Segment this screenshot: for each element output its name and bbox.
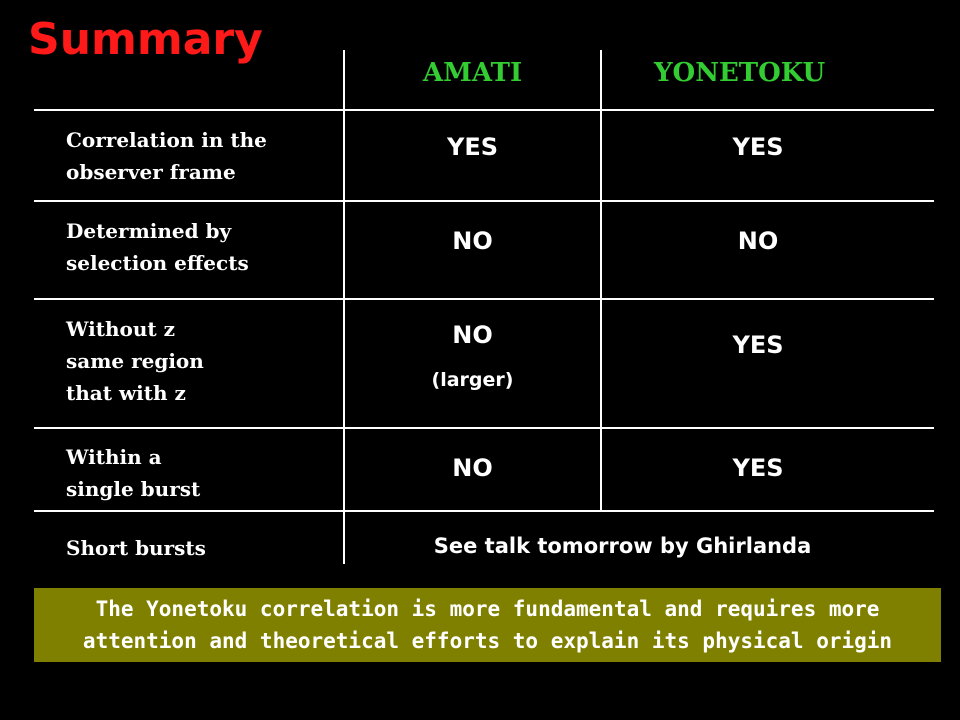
cell-merged-short-bursts: See talk tomorrow by Ghirlanda — [433, 534, 812, 558]
cell-yonetoku-selection: NO — [737, 227, 779, 255]
row-label-line: Correlation in the — [66, 128, 267, 152]
cell-amati-selection: NO — [452, 227, 493, 255]
row-label-line: observer frame — [66, 160, 236, 184]
note-line: The Yonetoku correlation is more fundamental and requires more — [95, 597, 880, 621]
row-label-single-burst — [66, 441, 200, 505]
cell-yonetoku-correlation: YES — [732, 133, 784, 161]
slide-title: Summary — [28, 14, 263, 65]
row-label-line: Determined by — [66, 219, 232, 243]
column-divider-left — [343, 50, 345, 564]
cell-amati-correlation: YES — [446, 133, 499, 161]
cell-yonetoku-without-z: YES — [732, 331, 784, 359]
column-divider-middle — [600, 50, 602, 512]
row-divider — [34, 298, 934, 300]
row-label-line: Without z — [66, 317, 175, 341]
row-divider — [34, 109, 934, 111]
row-label-without-z — [66, 313, 204, 409]
row-divider — [34, 200, 934, 202]
column-header-amati: AMATI — [422, 58, 523, 88]
cell-amati-without-z: NO — [452, 321, 493, 349]
row-label-correlation — [66, 124, 267, 188]
row-label-line: Within a — [66, 445, 162, 469]
row-label-line: single burst — [66, 477, 201, 501]
column-header-yonetoku: YONETOKU — [654, 58, 826, 88]
row-divider — [34, 510, 934, 512]
cell-yonetoku-single-burst: YES — [732, 454, 784, 482]
row-divider — [34, 427, 934, 429]
row-label-short-bursts — [66, 532, 206, 564]
note-line: attention and theoretical efforts to explain its physical origin — [82, 629, 893, 653]
row-label-line: that with z — [66, 381, 186, 405]
cell-amati-without-z-note: (larger) — [431, 369, 514, 391]
row-label-line: selection effects — [66, 251, 249, 275]
conclusion-note — [34, 588, 941, 662]
row-label-line: same region — [66, 349, 204, 373]
row-label-line: Short bursts — [66, 536, 206, 560]
row-label-selection — [66, 215, 249, 279]
cell-amati-single-burst: NO — [452, 454, 493, 482]
